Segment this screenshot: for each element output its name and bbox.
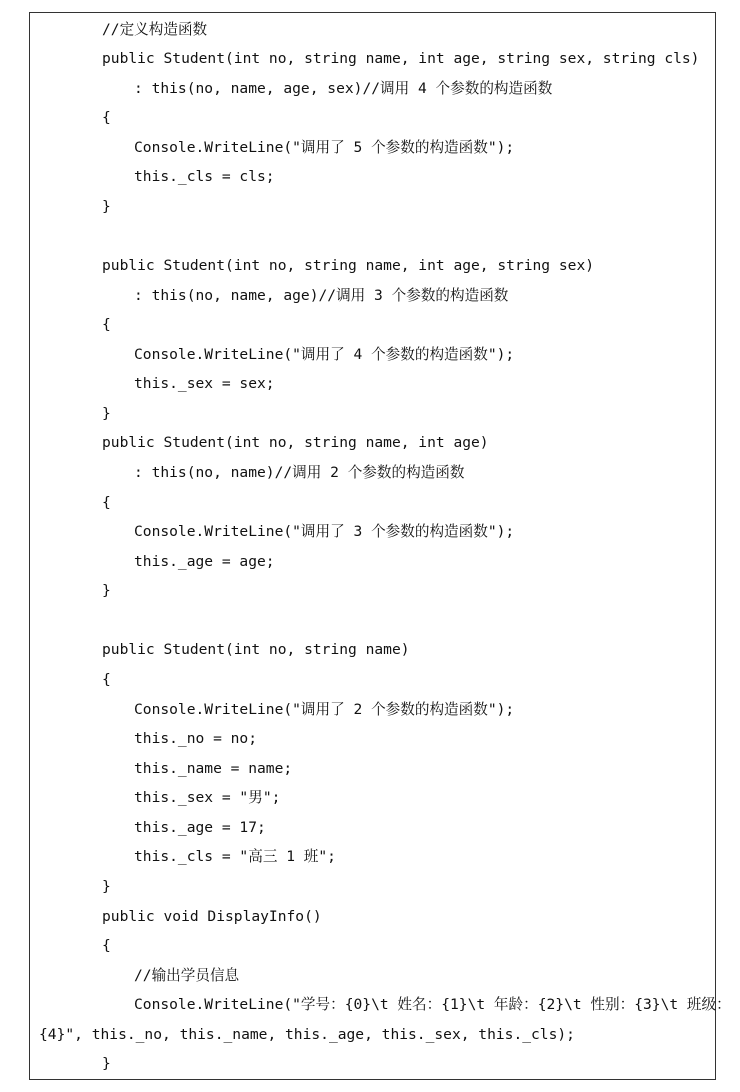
code-line: Console.WriteLine("学号：{0}\t 姓名：{1}\t 年龄：{2}\t 性别：{3}\t 班级： bbox=[134, 996, 731, 1013]
code-line: public Student(int no, string name, int age) bbox=[102, 434, 489, 451]
code-line: { bbox=[102, 937, 111, 954]
code-line: {4}", this._no, this._name, this._age, this._sex, this._cls); bbox=[39, 1026, 575, 1043]
code-line: { bbox=[102, 109, 111, 126]
code-line: this._sex = sex; bbox=[134, 375, 275, 392]
code-line: public Student(int no, string name, int age, string sex, string cls) bbox=[102, 50, 700, 67]
code-line: } bbox=[102, 582, 111, 599]
code-line: this._no = no; bbox=[134, 730, 258, 747]
code-line: this._cls = "高三 1 班"; bbox=[134, 848, 336, 865]
code-line: { bbox=[102, 494, 111, 511]
code-line: this._name = name; bbox=[134, 760, 293, 777]
code-line: Console.WriteLine("调用了 4 个参数的构造函数"); bbox=[134, 346, 515, 363]
code-line: this._cls = cls; bbox=[134, 168, 275, 185]
code-line: } bbox=[102, 1055, 111, 1072]
code-line: : this(no, name, age, sex)//调用 4 个参数的构造函数 bbox=[134, 80, 553, 97]
code-line: } bbox=[102, 198, 111, 215]
code-line: { bbox=[102, 316, 111, 333]
code-line: : this(no, name)//调用 2 个参数的构造函数 bbox=[134, 464, 465, 481]
code-line: public Student(int no, string name) bbox=[102, 641, 410, 658]
code-line: public Student(int no, string name, int age, string sex) bbox=[102, 257, 595, 274]
code-line-blank bbox=[30, 221, 715, 250]
code-line: } bbox=[102, 878, 111, 895]
code-line: this._age = 17; bbox=[134, 819, 266, 836]
code-line: : this(no, name, age)//调用 3 个参数的构造函数 bbox=[134, 287, 509, 304]
code-line: this._sex = "男"; bbox=[134, 789, 281, 806]
code-line-blank bbox=[30, 606, 715, 635]
code-line: Console.WriteLine("调用了 5 个参数的构造函数"); bbox=[134, 139, 515, 156]
code-line: Console.WriteLine("调用了 3 个参数的构造函数"); bbox=[134, 523, 515, 540]
code-line: //输出学员信息 bbox=[134, 967, 240, 984]
code-line: this._age = age; bbox=[134, 553, 275, 570]
code-line: //定义构造函数 bbox=[102, 21, 208, 38]
code-line: { bbox=[102, 671, 111, 688]
code-listing-frame bbox=[29, 12, 731, 1080]
code-line: Console.WriteLine("调用了 2 个参数的构造函数"); bbox=[134, 701, 515, 718]
code-line: public void DisplayInfo() bbox=[102, 908, 322, 925]
code-line: } bbox=[102, 405, 111, 422]
